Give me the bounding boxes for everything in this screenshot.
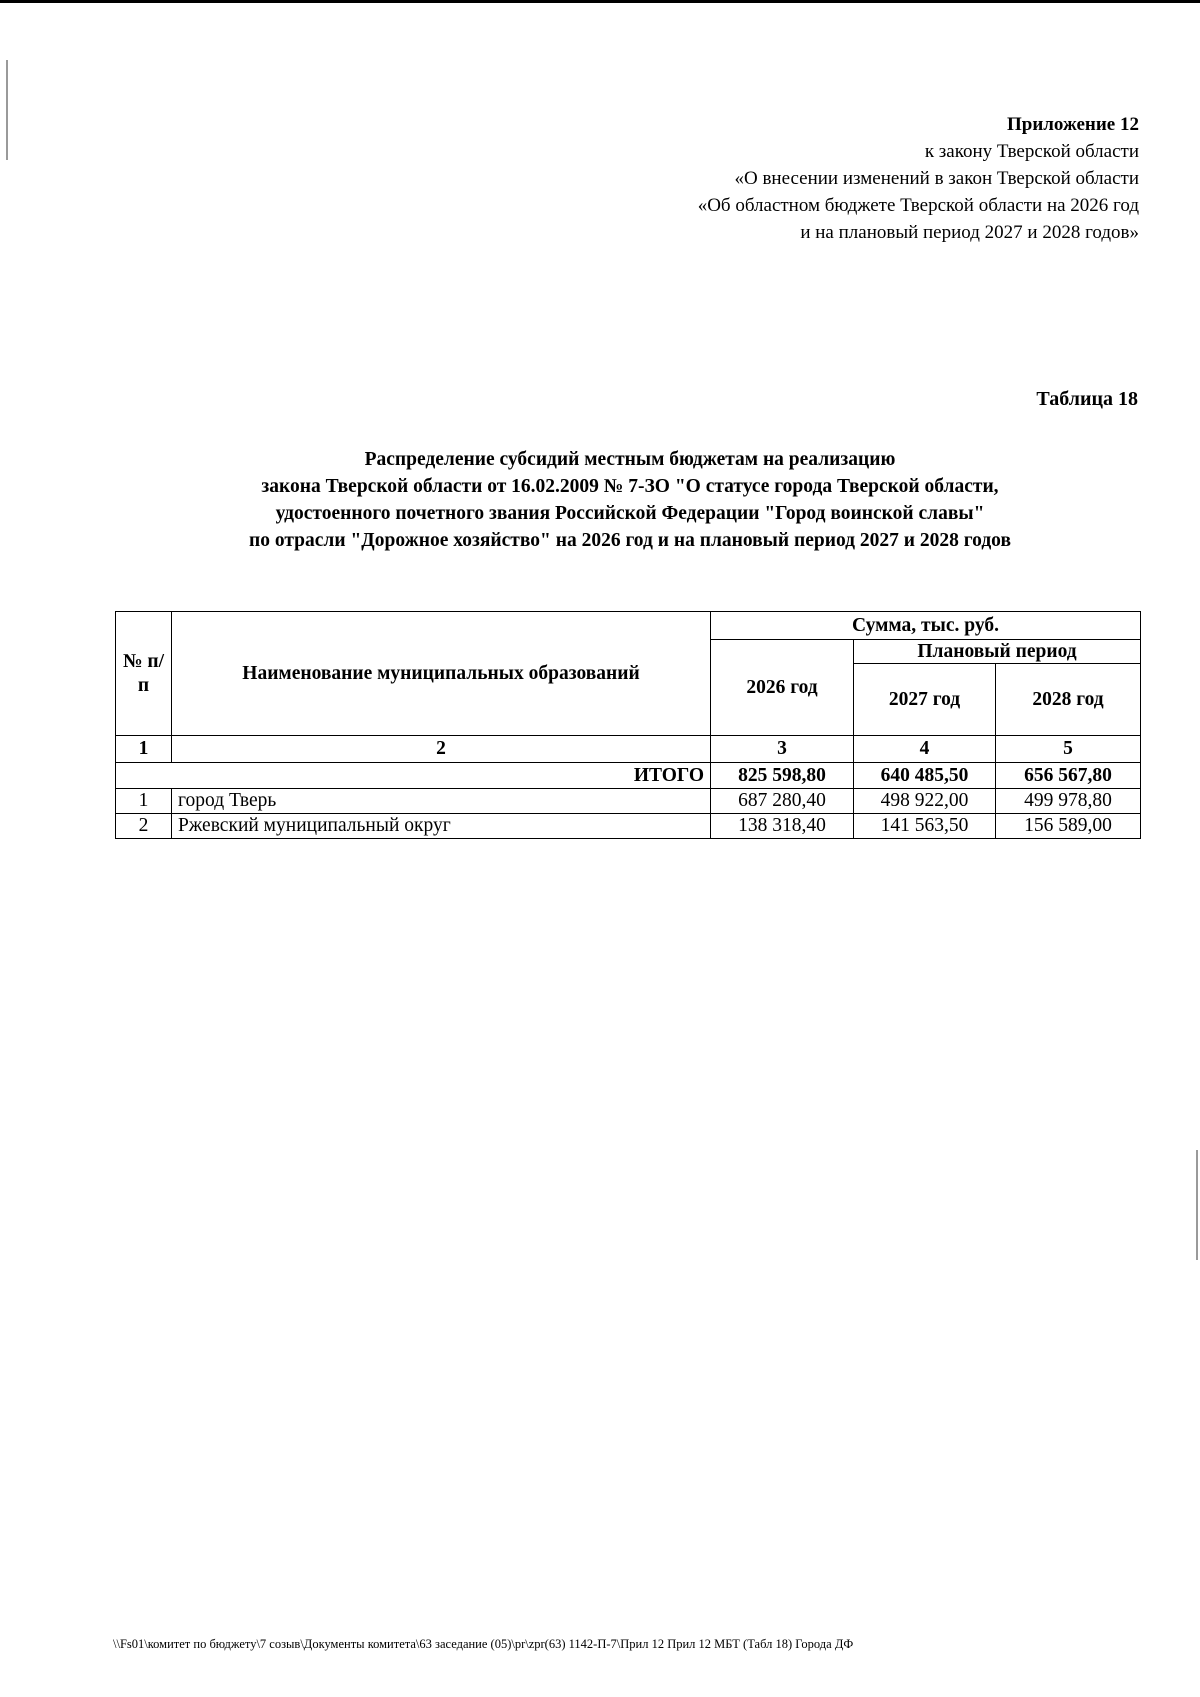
title-line: закона Тверской области от 16.02.2009 № 7-ЗО "О статусе города Тверской области,: [261, 476, 999, 497]
footer-file-path: \\Fs01\комитет по бюджету\7 созыв\Документы комитета\63 заседание (05)\pr\zpr(63) 1142-П-7\Прил 12 Прил 12 МБТ (Табл 18) Города ДФ: [113, 1637, 854, 1651]
value-2026: 687 280,40: [711, 789, 854, 814]
table-row: [116, 789, 1141, 814]
header-2027: 2027 год: [854, 664, 996, 736]
row-number: 1: [116, 789, 172, 814]
table-number: Таблица 18: [1036, 388, 1138, 410]
column-number: 2: [172, 736, 711, 763]
scan-margin-mark: [6, 60, 8, 160]
header-2028: 2028 год: [996, 664, 1141, 736]
total-label: ИТОГО: [116, 763, 711, 789]
title-line: удостоенного почетного звания Российской Федерации "Город воинской славы": [275, 503, 985, 524]
appendix-line: «Об областном бюджете Тверской области на 2026 год: [697, 195, 1139, 216]
header-2026: 2026 год: [711, 640, 854, 736]
header-sum: Сумма, тыс. руб.: [711, 612, 1141, 640]
appendix-line: к закону Тверской области: [924, 141, 1139, 162]
header-number: № п/п: [116, 612, 172, 736]
appendix-line: и на плановый период 2027 и 2028 годов»: [800, 222, 1139, 243]
municipality-name: город Тверь: [172, 789, 711, 814]
top-border-line: [0, 0, 1200, 3]
total-2027: 640 485,50: [854, 763, 996, 789]
value-2028: 499 978,80: [996, 789, 1141, 814]
municipality-name: Ржевский муниципальный округ: [172, 814, 711, 839]
title-line: по отрасли "Дорожное хозяйство" на 2026 год и на плановый период 2027 и 2028 годов: [249, 530, 1011, 551]
header-name: Наименование муниципальных образований: [172, 612, 711, 736]
table-row: [116, 814, 1141, 839]
scan-margin-mark: [1196, 1150, 1198, 1260]
column-number: 1: [116, 736, 172, 763]
title-line: Распределение субсидий местным бюджетам на реализацию: [364, 449, 896, 470]
appendix-line: «О внесении изменений в закон Тверской области: [734, 168, 1139, 189]
appendix-title: Приложение 12: [1006, 114, 1139, 135]
value-2027: 498 922,00: [854, 789, 996, 814]
subsidy-table: [115, 611, 1141, 839]
row-number: 2: [116, 814, 172, 839]
total-2026: 825 598,80: [711, 763, 854, 789]
value-2028: 156 589,00: [996, 814, 1141, 839]
appendix-header: [698, 111, 1139, 246]
document-title: [115, 446, 1145, 554]
value-2026: 138 318,40: [711, 814, 854, 839]
column-numbers-row: [116, 736, 1141, 763]
header-planned-period: Плановый период: [854, 640, 1141, 664]
column-number: 4: [854, 736, 996, 763]
value-2027: 141 563,50: [854, 814, 996, 839]
column-number: 3: [711, 736, 854, 763]
total-2028: 656 567,80: [996, 763, 1141, 789]
column-number: 5: [996, 736, 1141, 763]
total-row: [116, 763, 1141, 789]
